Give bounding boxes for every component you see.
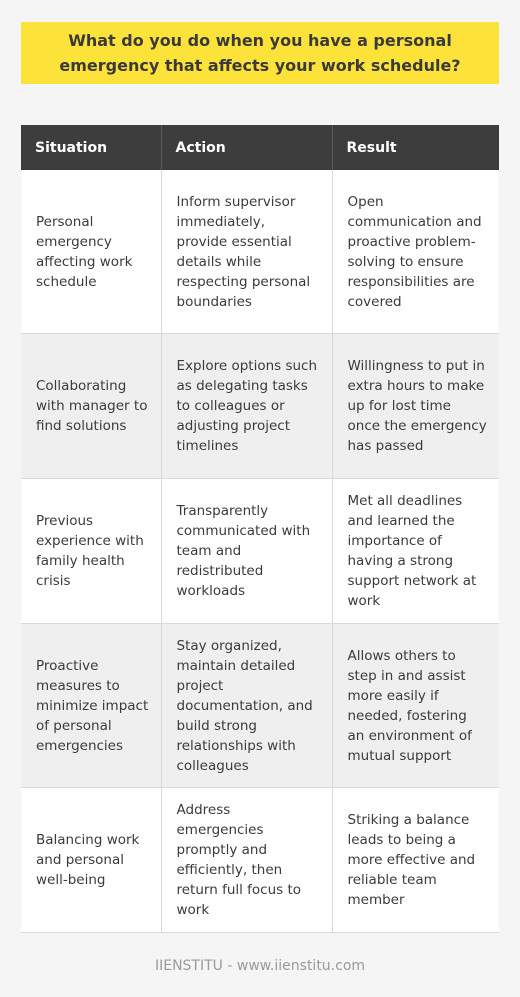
result-cell: Striking a balance leads to being a more effective and reliable team member — [332, 788, 499, 933]
table-header-row — [21, 125, 499, 170]
header-action: Action — [161, 125, 332, 170]
action-cell: Stay organized, maintain detailed project documentation, and build strong relationships with colleagues — [161, 624, 332, 788]
table-row — [21, 334, 499, 479]
header-situation: Situation — [21, 125, 161, 170]
table-row — [21, 479, 499, 624]
table-row — [21, 170, 499, 334]
action-cell: Transparently communicated with team and redistributed workloads — [161, 479, 332, 624]
situation-cell: Balancing work and personal well-being — [21, 788, 161, 933]
table-row — [21, 788, 499, 933]
result-cell: Willingness to put in extra hours to make up for lost time once the emergency has passed — [332, 334, 499, 479]
header-result: Result — [332, 125, 499, 170]
result-cell: Allows others to step in and assist more easily if needed, fostering an environment of mutual support — [332, 624, 499, 788]
title-banner — [21, 22, 499, 84]
table-row — [21, 624, 499, 788]
situation-cell: Collaborating with manager to find solutions — [21, 334, 161, 479]
action-cell: Address emergencies promptly and efficiently, then return full focus to work — [161, 788, 332, 933]
situation-action-result-table — [21, 125, 499, 933]
result-cell: Met all deadlines and learned the importance of having a strong support network at work — [332, 479, 499, 624]
situation-cell: Personal emergency affecting work schedule — [21, 170, 161, 334]
action-cell: Inform supervisor immediately, provide essential details while respecting personal boundaries — [161, 170, 332, 334]
page-title: What do you do when you have a personal emergency that affects your work schedule? — [59, 31, 461, 75]
situation-cell: Proactive measures to minimize impact of personal emergencies — [21, 624, 161, 788]
action-cell: Explore options such as delegating tasks to colleagues or adjusting project timelines — [161, 334, 332, 479]
situation-cell: Previous experience with family health crisis — [21, 479, 161, 624]
footer-credit: IIENSTITU - www.iienstitu.com — [154, 958, 366, 974]
result-cell: Open communication and proactive problem-solving to ensure responsibilities are covered — [332, 170, 499, 334]
